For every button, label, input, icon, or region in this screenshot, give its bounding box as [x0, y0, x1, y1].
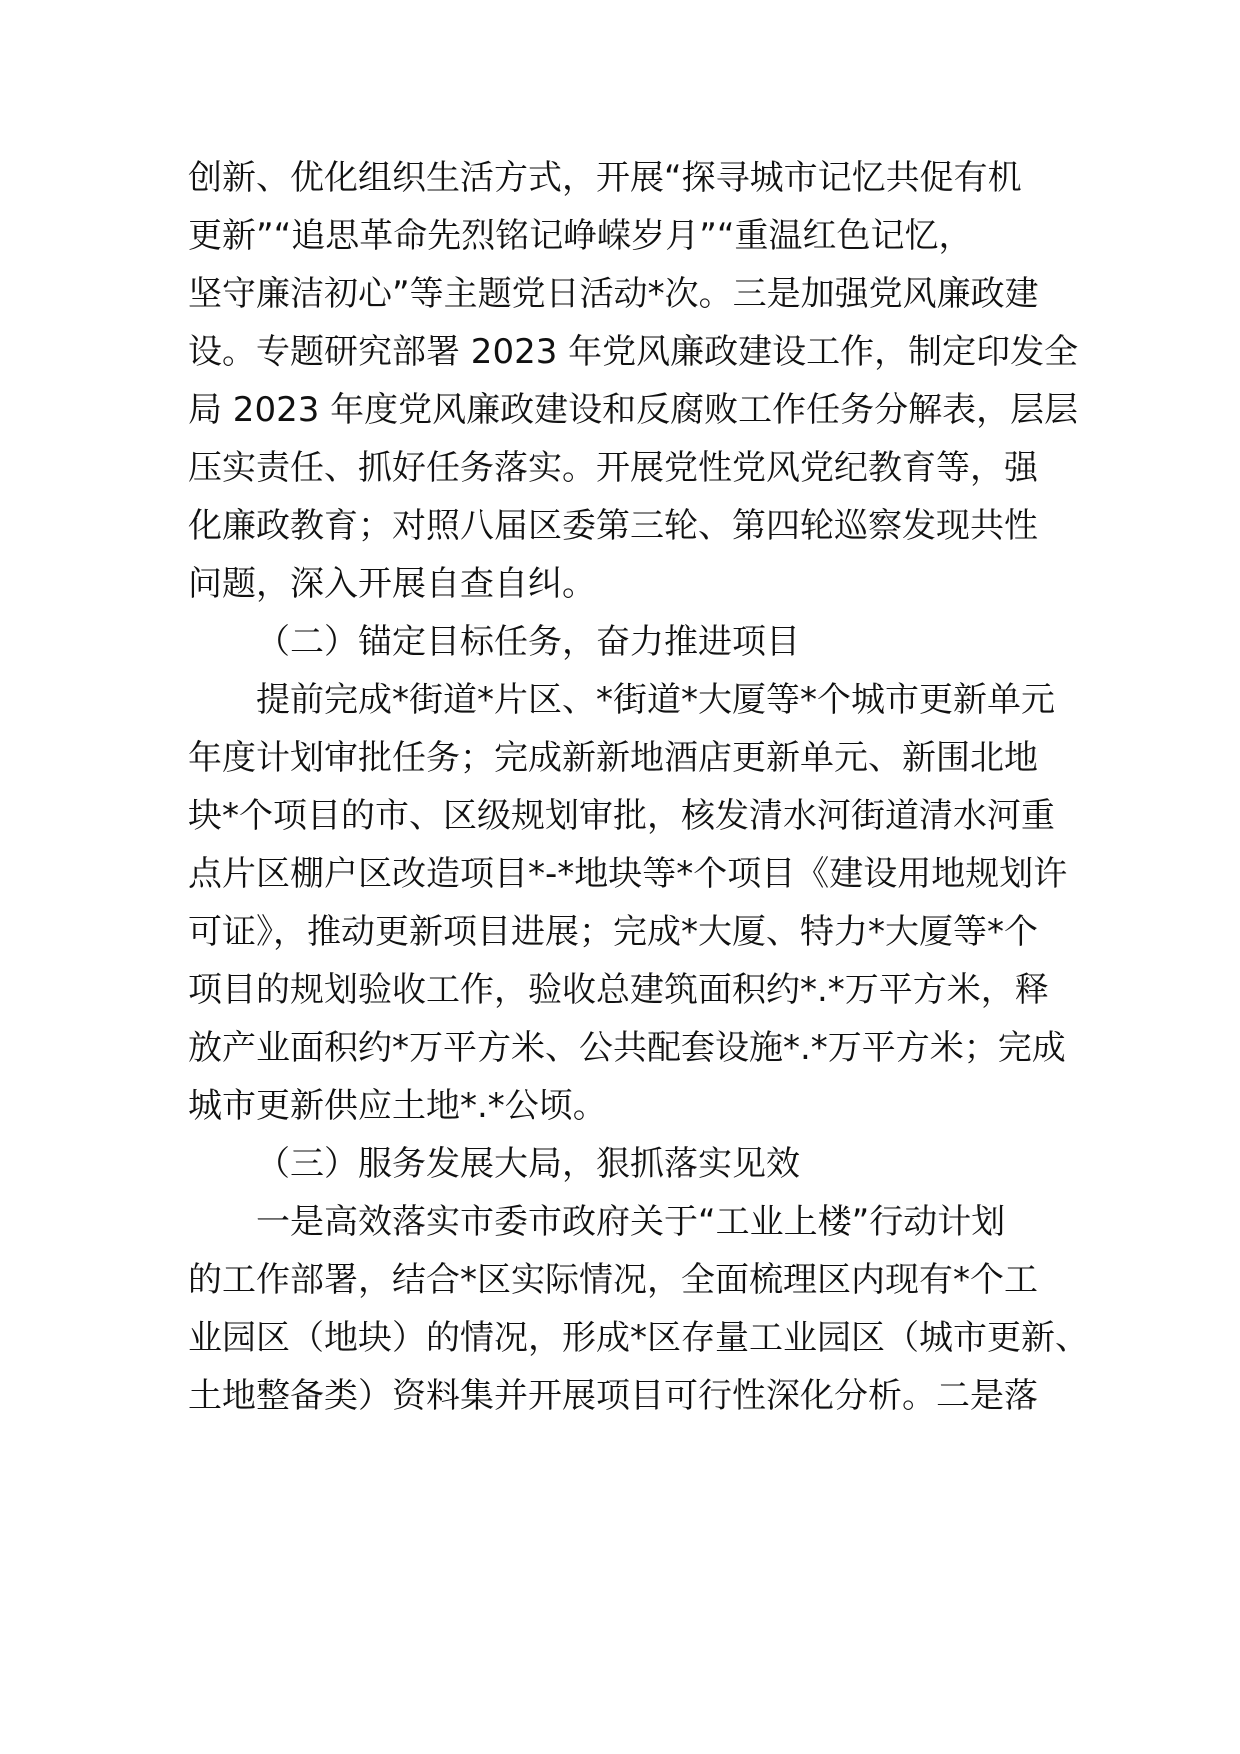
text-line-3: 坚守廉洁初心”等主题党日活动*次。三是加强党风廉政建 [188, 274, 1039, 314]
section-heading-3: （三）服务发展大局，狠抓落实见效 [256, 1144, 800, 1184]
text-line-11: 年度计划审批任务；完成新新地酒店更新单元、新围北地 [188, 738, 1038, 778]
text-line-1: 创新、优化组织生活方式，开展“探寻城市记忆共促有机 [188, 158, 1022, 198]
text-line-12: 块*个项目的市、区级规划审批，核发清水河街道清水河重 [188, 796, 1055, 836]
text-line-15: 项目的规划验收工作，验收总建筑面积约*.*万平方米，释 [188, 970, 1049, 1010]
section-heading-2: （二）锚定目标任务，奋力推进项目 [256, 622, 800, 662]
text-line-20: 的工作部署，结合*区实际情况，全面梳理区内现有*个工 [188, 1260, 1038, 1300]
text-line-7: 化廉政教育；对照八届区委第三轮、第四轮巡察发现共性 [188, 506, 1038, 546]
text-line-8: 问题，深入开展自查自纠。 [188, 564, 596, 604]
text-line-22: 土地整备类）资料集并开展项目可行性深化分析。二是落 [188, 1376, 1038, 1416]
text-line-16: 放产业面积约*万平方米、公共配套设施*.*万平方米；完成 [188, 1028, 1066, 1068]
text-line-5: 局 2023 年度党风廉政建设和反腐败工作任务分解表，层层 [188, 390, 1079, 430]
text-line-13: 点片区棚户区改造项目*-*地块等*个项目《建设用地规划许 [188, 854, 1068, 894]
text-line-21: 业园区（地块）的情况，形成*区存量工业园区（城市更新、 [188, 1318, 1089, 1358]
text-line-2: 更新”“追思革命先烈铭记峥嵘岁月”“重温红色记忆， [188, 216, 973, 256]
text-line-4: 设。专题研究部署 2023 年党风廉政建设工作，制定印发全 [188, 332, 1079, 372]
text-line-6: 压实责任、抓好任务落实。开展党性党风党纪教育等，强 [188, 448, 1038, 488]
text-line-10: 提前完成*街道*片区、*街道*大厦等*个城市更新单元 [256, 680, 1055, 720]
text-line-19: 一是高效落实市委市政府关于“工业上楼”行动计划 [256, 1202, 1006, 1242]
text-line-17: 城市更新供应土地*.*公顷。 [188, 1086, 607, 1126]
text-line-14: 可证》，推动更新项目进展；完成*大厦、特力*大厦等*个 [188, 912, 1038, 952]
